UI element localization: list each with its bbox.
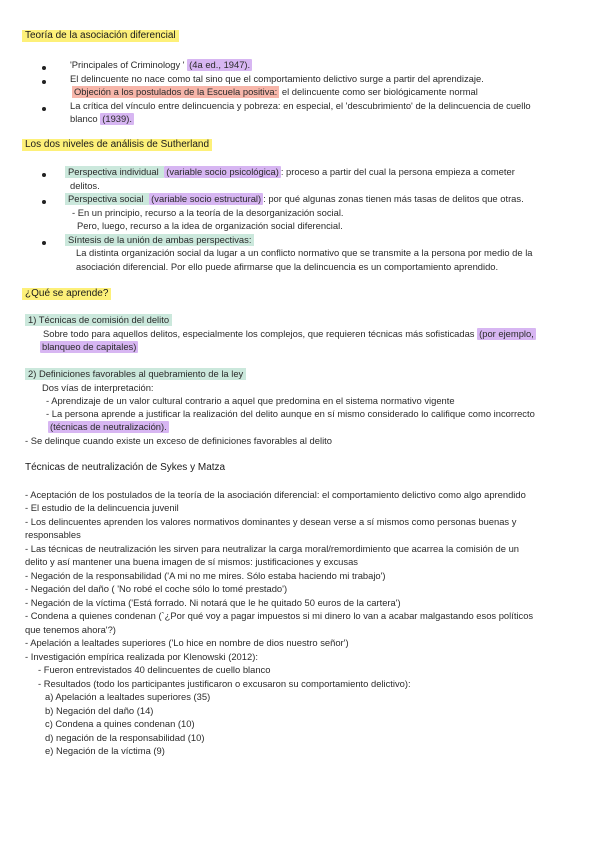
bullet-icon bbox=[42, 173, 46, 177]
list-item: (técnicas de neutralización). bbox=[50, 421, 167, 432]
list-item: b) Negación del daño (14) bbox=[45, 705, 154, 716]
list-item: e) Negación de la víctima (9) bbox=[45, 745, 165, 756]
list-item: c) Condena a quines condenan (10) bbox=[45, 718, 195, 729]
list-item: Dos vías de interpretación: bbox=[42, 382, 154, 393]
list-item: Sobre todo para aquellos delitos, especialmente los complejos, que requieren técnicas más sofisticadas (por ejemplo, bbox=[43, 328, 534, 339]
list-item: que tenemos ahora'?) bbox=[25, 624, 116, 635]
bullet-icon bbox=[42, 107, 46, 111]
section-title: Técnicas de neutralización de Sykes y Matza bbox=[25, 462, 226, 473]
list-item: d) negación de la responsabilidad (10) bbox=[45, 732, 205, 743]
list-item: La distinta organización social da lugar a un conflicto normativo que se transmite a la persona por medio de la bbox=[76, 247, 533, 258]
list-item: delito y así mantener una buena imagen de sí mismos: justificaciones y excusas bbox=[25, 556, 358, 567]
list-item: Síntesis de la unión de ambas perspectivas: bbox=[65, 233, 254, 246]
bullet-icon bbox=[42, 66, 46, 70]
list-item: - En un principio, recurso a la teoría de la desorganización social. bbox=[72, 207, 344, 218]
list-item: asociación diferencial. Por ello puede afirmarse que la delincuencia es un comportamiento aprendido. bbox=[76, 261, 499, 272]
list-item: - Condena a quienes condenan (`¿Por qué voy a pagar impuestos si mi dinero lo van a acabar malgastando esos políticos bbox=[25, 610, 534, 621]
list-item: - Los delincuentes aprenden los valores normativos dominantes y desean verse a sí mismos como personas buenas y bbox=[25, 516, 517, 527]
list-item: delitos. bbox=[70, 180, 100, 191]
list-item: - El estudio de la delincuencia juvenil bbox=[25, 502, 179, 513]
list-item: - Apelación a lealtades superiores ('Lo hice en nombre de dios nuestro señor') bbox=[25, 637, 349, 648]
list-item: blanqueo de capitales) bbox=[42, 341, 137, 352]
list-item: - La persona aprende a justificar la realización del delito aunque en sí mismo considerado lo califique como incorrecto bbox=[46, 408, 535, 419]
list-item: - Fueron entrevistados 40 delincuentes de cuello blanco bbox=[38, 664, 271, 675]
list-item: Perspectiva social (variable socio estructural) : por qué algunas zonas tienen más tasas de delitos que otras. bbox=[65, 192, 524, 205]
list-item: - Negación de la responsabilidad ('A mi no me mires. Sólo estaba haciendo mi trabajo') bbox=[25, 570, 386, 581]
list-item: Perspectiva individual (variable socio psicológica) : proceso a partir del cual la persona empieza a cometer bbox=[65, 165, 515, 178]
list-item: - Resultados (todo los participantes justificaron o excusaron su comportamiento delictivo): bbox=[38, 678, 411, 689]
list-item: - Negación de la víctima ('Está forrado. Ni notará que le he quitado 50 euros de la cartera') bbox=[25, 597, 401, 608]
list-item: - Aprendizaje de un valor cultural contrario a aquel que predomina en el sistema normativo vigente bbox=[46, 395, 455, 406]
list-item: - Investigación empírica realizada por Klenowski (2012): bbox=[25, 651, 258, 662]
bullet-icon bbox=[42, 80, 46, 84]
list-item: - Aceptación de los postulados de la teoría de la asociación diferencial: el comportamiento delictivo como algo aprendido bbox=[25, 489, 526, 500]
bullet-icon bbox=[42, 241, 46, 245]
section-title: ¿Qué se aprende? bbox=[22, 287, 111, 300]
list-item: Objeción a los postulados de la Escuela positiva: el delincuente como ser biológicamente normal bbox=[74, 86, 478, 97]
list-item: El delincuente no nace como tal sino que el comportamiento delictivo surge a partir del aprendizaje. bbox=[70, 73, 484, 84]
subheading: 1) Técnicas de comisión del delito bbox=[25, 313, 172, 326]
section-title: Los dos niveles de análisis de Sutherland bbox=[22, 138, 212, 151]
list-item: - Se delinque cuando existe un exceso de definiciones favorables al delito bbox=[25, 435, 332, 446]
list-item: La crítica del vínculo entre delincuencia y pobreza: en especial, el 'descubrimiento' de la delincuencia de cuello bbox=[70, 100, 531, 111]
section-title: Teoría de la asociación diferencial bbox=[22, 29, 179, 42]
list-item: responsables bbox=[25, 529, 81, 540]
list-item: 'Principales of Criminology ' (4a ed., 1947). bbox=[70, 59, 251, 70]
list-item: a) Apelación a lealtades superiores (35) bbox=[45, 691, 211, 702]
bullet-icon bbox=[42, 200, 46, 204]
subheading: 2) Definiciones favorables al quebramiento de la ley bbox=[25, 367, 246, 380]
list-item: blanco (1939). bbox=[70, 113, 132, 124]
list-item: - Negación del daño ( 'No robé el coche sólo lo tomé prestado') bbox=[25, 583, 288, 594]
list-item: - Las técnicas de neutralización les sirven para neutralizar la carga moral/remordimiento que acarrea la comisión de un bbox=[25, 543, 519, 554]
list-item: Pero, luego, recurso a la idea de organización social diferencial. bbox=[77, 220, 343, 231]
